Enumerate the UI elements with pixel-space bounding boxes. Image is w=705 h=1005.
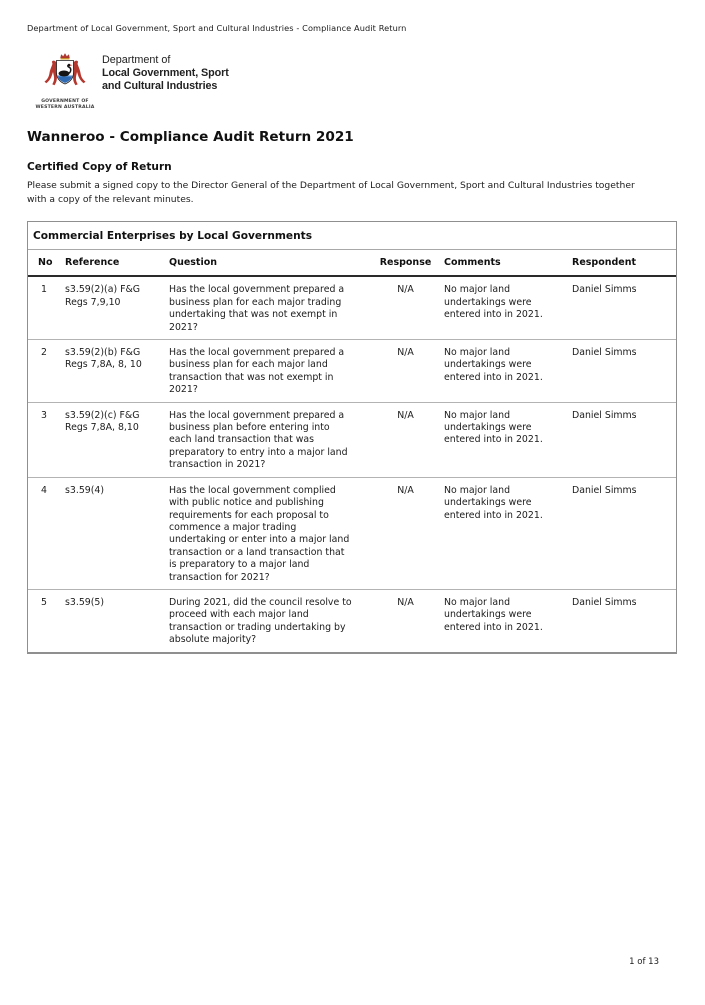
wa-coat-of-arms: [34, 52, 96, 111]
cell-respondent: Daniel Simms: [572, 347, 637, 359]
submission-instructions: Please submit a signed copy to the Director General of the Department of Local Government, Sport and Cultural Industries together with a copy of the relevant minutes.: [27, 180, 635, 205]
cell-respondent: Daniel Simms: [572, 284, 637, 296]
table-row: [28, 478, 676, 590]
table-section-title: Commercial Enterprises by Local Governments: [28, 222, 676, 250]
column-header-comments: Comments: [444, 257, 501, 268]
certified-copy-heading: Certified Copy of Return: [27, 161, 172, 173]
column-header-reference: Reference: [65, 257, 120, 268]
cell-reference: s3.59(4): [65, 484, 105, 496]
column-header-no: No: [38, 257, 53, 268]
cell-respondent: Daniel Simms: [572, 484, 637, 496]
cell-response: N/A: [397, 284, 414, 296]
department-name: [102, 52, 229, 93]
department-name-line3: and Cultural Industries: [102, 80, 218, 92]
cell-comments: No major land undertakings were entered into in 2021.: [444, 409, 543, 446]
table-header-row: [28, 250, 676, 277]
table-row: [28, 277, 676, 340]
cell-question: Has the local government prepared a business plan for each major land transaction that was not exempt in 2021?: [169, 347, 345, 396]
cell-no: 2: [41, 347, 47, 359]
cell-question: During 2021, did the council resolve to proceed with each major land transaction or trading undertaking by absolute majority?: [169, 596, 352, 646]
cell-respondent: Daniel Simms: [572, 596, 637, 608]
document-header-line: Department of Local Government, Sport and Cultural Industries - Compliance Audit Return: [27, 23, 407, 33]
cell-respondent: Daniel Simms: [572, 409, 637, 421]
department-name-line1: Department of: [102, 54, 171, 66]
table-row: [28, 403, 676, 478]
column-header-respondent: Respondent: [572, 257, 637, 268]
table-row: [28, 590, 676, 652]
cell-reference: s3.59(2)(a) F&G Regs 7,9,10: [65, 284, 141, 308]
department-logo: [34, 52, 229, 111]
cell-reference: s3.59(5): [65, 596, 105, 608]
cell-question: Has the local government prepared a business plan for each major trading undertaking that was not exempt in 2021?: [169, 284, 345, 333]
cell-comments: No major land undertakings were entered into in 2021.: [444, 284, 543, 321]
page-title: Wanneroo - Compliance Audit Return 2021: [27, 129, 354, 145]
cell-response: N/A: [397, 409, 414, 421]
crest-caption: [35, 99, 94, 111]
page-number: 1 of 13: [629, 957, 659, 967]
cell-question: Has the local government prepared a business plan before entering into each land transaction that was preparatory to entry into a major land transaction in 2021?: [169, 409, 348, 471]
table-row: [28, 340, 676, 403]
cell-comments: No major land undertakings were entered into in 2021.: [444, 596, 543, 633]
cell-response: N/A: [397, 596, 414, 608]
department-name-line2: Local Government, Sport: [102, 67, 229, 79]
compliance-table: [27, 221, 677, 654]
crest-caption-line1: GOVERNMENT OF: [41, 99, 89, 104]
cell-reference: s3.59(2)(b) F&G Regs 7,8A, 8, 10: [65, 347, 142, 371]
cell-comments: No major land undertakings were entered into in 2021.: [444, 484, 543, 521]
crest-caption-line2: WESTERN AUSTRALIA: [35, 105, 95, 110]
cell-response: N/A: [397, 347, 414, 359]
column-header-question: Question: [169, 257, 218, 268]
cell-response: N/A: [397, 484, 414, 496]
cell-no: 5: [41, 596, 47, 608]
cell-reference: s3.59(2)(c) F&G Regs 7,8A, 8,10: [65, 409, 140, 434]
cell-comments: No major land undertakings were entered into in 2021.: [444, 347, 543, 383]
coat-of-arms-icon: [37, 52, 93, 98]
cell-no: 1: [41, 284, 47, 296]
cell-no: 3: [41, 409, 47, 421]
cell-no: 4: [41, 484, 47, 496]
column-header-response: Response: [379, 257, 432, 268]
cell-question: Has the local government complied with public notice and publishing requirements for each proposal to commence a major trading undertaking or enter into a major land transaction or a land transaction that is preparatory to a major land transaction for 2021?: [169, 484, 350, 583]
